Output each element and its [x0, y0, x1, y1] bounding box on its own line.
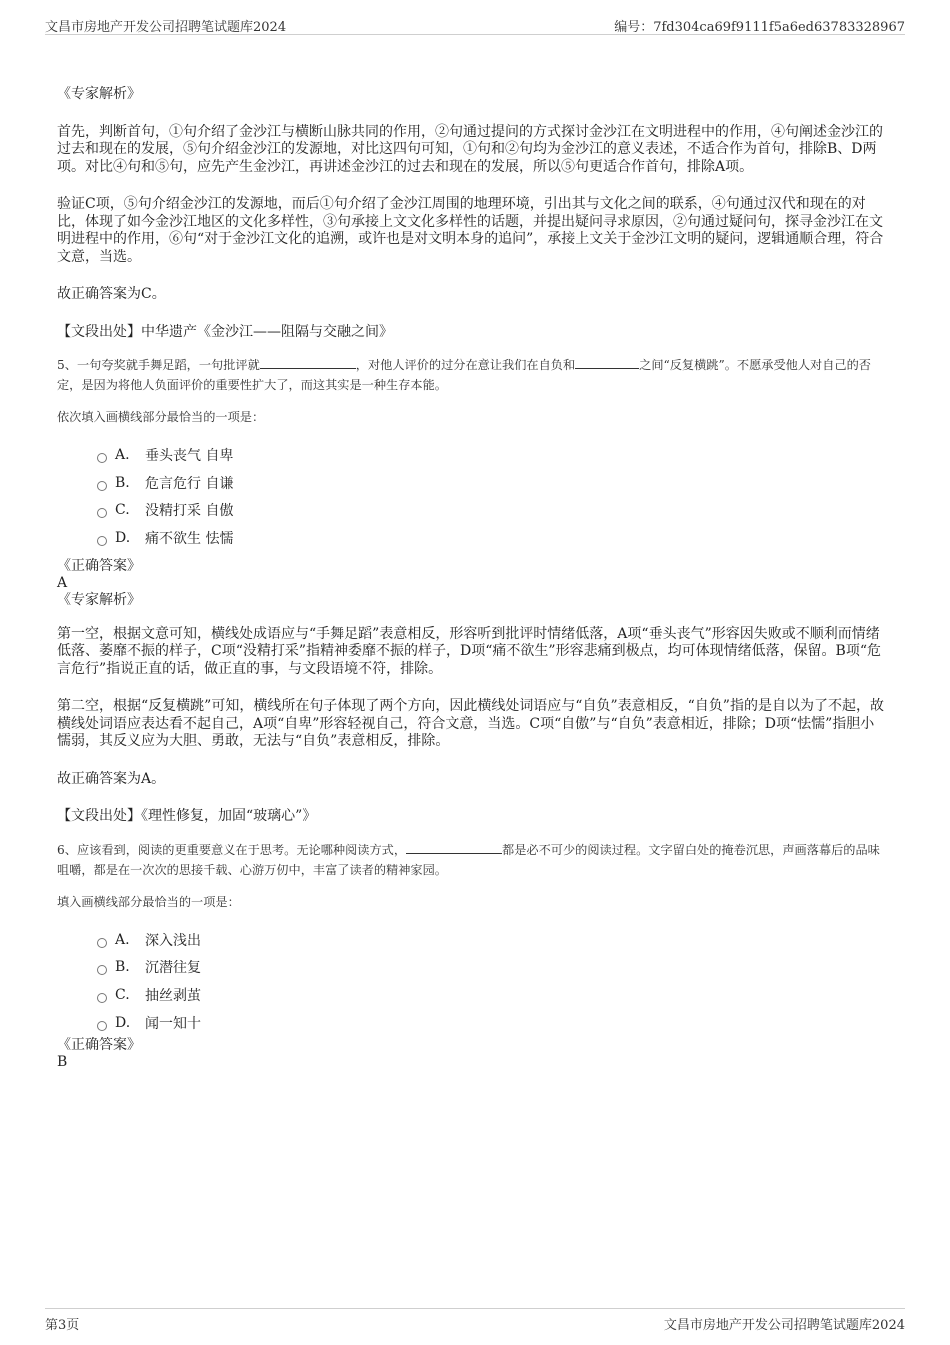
- question-5-prompt: 依次填入画横线部分最恰当的一项是：: [57, 410, 265, 424]
- conclusion-text: 故正确答案为C。: [57, 286, 166, 302]
- source-text: 【文段出处】《理性修复，加固“玻璃心”》: [57, 808, 317, 825]
- analysis-paragraph: 第一空，根据文意可知，横线处成语应与“手舞足蹈”表意相反，形容听到批评时情绪低落，A项“垂头丧气”形容因失败或不顺利而情绪低落、萎靡不振的样子，C项“没精打采”指精神委靡不振的样子，D项“痛不欲生”形容悲痛到极点，均可体现情绪低落，保留。B项“危言危行”指说正直的话，做正直的事，与文段语境不符，排除。: [57, 625, 882, 677]
- radio-icon[interactable]: [97, 508, 107, 518]
- analysis-label: 《专家解析》: [57, 592, 141, 609]
- radio-icon[interactable]: [97, 1021, 107, 1031]
- source-text: 【文段出处】中华遗产《金沙江——阻隔与交融之间》: [57, 323, 393, 340]
- conclusion-text: 故正确答案为A。: [57, 770, 166, 787]
- question-5-stem: 5、一句夸奖就手舞足蹈，一句批评就 ，对他人评价的过分在意让我们在自负和 之间“反复横跳”。不愿承受他人对自己的否定，是因为将他人负面评价的重要性扩大了，而这其实是一种生存本能。: [57, 355, 887, 395]
- page-number: 第3页: [45, 1318, 80, 1333]
- analysis-paragraph: 第二空，根据“反复横跳”可知，横线所在句子体现了两个方向，因此横线处词语应与“自负”表意相反，“自负”指的是自以为了不起，故横线处词语应表达看不起自己，A项“自卑”形容轻视自己，符合文意，当选。C项“自傲”与“自负”表意相近，排除；D项“怯懦”指胆小懦弱，其反义应为大胆、勇敢，无法与“自负”表意相反，排除。: [57, 698, 884, 750]
- question-6-prompt: 填入画横线部分最恰当的一项是：: [57, 894, 240, 909]
- footer-title: 文昌市房地产开发公司招聘笔试题库2024: [663, 1318, 905, 1333]
- answer-value: B: [57, 1054, 68, 1070]
- header-title: 文昌市房地产开发公司招聘笔试题库2024: [45, 20, 287, 35]
- analysis-paragraph: 验证C项，⑤句介绍金沙江的发源地，而后①句介绍了金沙江周围的地理环境，引出其与文化之间的联系，④句通过汉代和现在的对比，体现了如今金沙江地区的文化多样性，③句承接上文文化多样性的话题，并提出疑问寻求原因，②句通过疑问句，探寻金沙江在文明进程中的作用，⑥句“对于金沙江文化的追溯，或许也是对文明本身的追问”，承接上文关于金沙江文明的疑问，逻辑通顺合理，符合文意，当选。: [57, 196, 884, 265]
- radio-icon[interactable]: [97, 993, 107, 1003]
- analysis-paragraph: 首先，判断首句，①句介绍了金沙江与横断山脉共同的作用，②句通过提问的方式探讨金沙江在文明进程中的作用，④句阐述金沙江的过去和现在的发展，⑤句介绍金沙江的发源地，对比这四句可知，①句和②句均为金沙江的意义表述，不适合作为首句，排除B、D两项。对比④句和⑤句，应先产生金沙江，再讲述金沙江的过去和现在的发展，所以⑤句更适合作首句，排除A项。: [57, 123, 883, 175]
- option-b[interactable]: B. 沉潜往复: [97, 953, 887, 981]
- question-6-stem: 6、应该看到，阅读的更重要意义在于思考。无论哪种阅读方式， 都是必不可少的阅读过程。文字留白处的掩卷沉思，声画落幕后的品味咀嚼，都是在一次次的思接千载、心游万仞中，丰富了读者的精神家园。: [57, 840, 887, 880]
- radio-icon[interactable]: [97, 938, 107, 948]
- page-content: [57, 86, 887, 1071]
- question-6-options: [97, 926, 887, 1037]
- radio-icon[interactable]: [97, 965, 107, 975]
- answer-value: A: [57, 575, 68, 592]
- answer-label: 《正确答案》: [57, 557, 141, 574]
- blank-line: [575, 355, 639, 369]
- answer-label: 《正确答案》: [57, 1036, 141, 1053]
- question-5-options: [97, 441, 887, 552]
- option-d[interactable]: D. 痛不欲生 怯懦: [97, 524, 887, 552]
- option-b[interactable]: B. 危言危行 自谦: [97, 469, 887, 497]
- radio-icon[interactable]: [97, 536, 107, 546]
- radio-icon[interactable]: [97, 453, 107, 463]
- page-footer: [45, 1308, 905, 1331]
- analysis-label: 《专家解析》: [57, 86, 141, 102]
- option-c[interactable]: C. 没精打采 自傲: [97, 496, 887, 524]
- blank-line: [406, 840, 502, 854]
- option-a[interactable]: A. 深入浅出: [97, 926, 887, 954]
- header-doc-code: 编号：7fd304ca69f9111f5a6ed63783328967: [614, 20, 905, 35]
- option-a[interactable]: A. 垂头丧气 自卑: [97, 441, 887, 469]
- page-header: [45, 14, 905, 35]
- option-d[interactable]: D. 闻一知十: [97, 1009, 887, 1037]
- radio-icon[interactable]: [97, 481, 107, 491]
- option-c[interactable]: C. 抽丝剥茧: [97, 981, 887, 1009]
- blank-line: [260, 355, 356, 369]
